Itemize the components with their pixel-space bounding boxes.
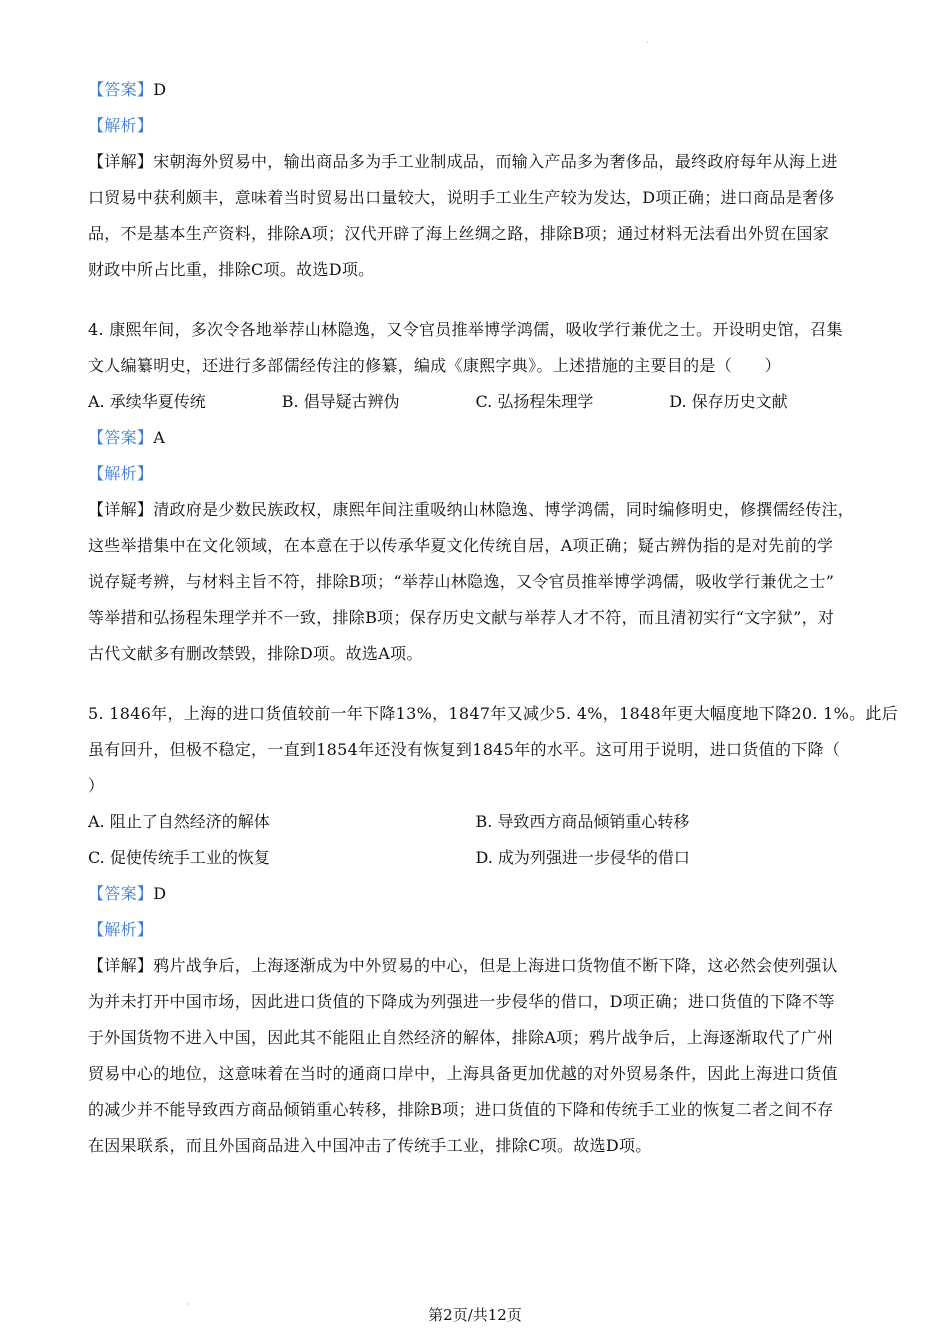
answer-tag: 【答案】	[88, 80, 154, 99]
q5-option-a: A. 阻止了自然经济的解体	[88, 812, 270, 831]
q5-detail-line: 在因果联系，而且外国商品进入中国冲击了传统手工业，排除C项。故选D项。	[88, 1136, 652, 1155]
answer-value: D	[153, 80, 167, 99]
q5-question-line: ）	[88, 776, 105, 795]
q5-detail-line: 于外国货物不进入中国，因此其不能阻止自然经济的解体，排除A项；鸦片战争后，上海逐渐取代了广州	[88, 1028, 834, 1047]
q3-detail-line	[88, 144, 863, 180]
detail-text: 宋朝海外贸易中，输出商品多为手工业制成品，而输入产品多为奢侈品，最终政府每年从海上进	[153, 152, 838, 171]
q4-option-b: B. 倡导疑古辨伪	[281, 392, 400, 411]
detail-tag: 【详解】	[88, 500, 154, 519]
q5-option-d: D. 成为列强进一步侵华的借口	[475, 848, 690, 867]
q5-option-c: C. 促使传统手工业的恢复	[88, 848, 270, 867]
q3-answer	[88, 72, 863, 108]
q5-options-row	[88, 804, 863, 840]
q4-detail-line: 古代文献多有删改禁毁，排除D项。故选A项。	[88, 644, 423, 663]
q5-question-line: 虽有回升，但极不稳定，一直到1854年还没有恢复到1845年的水平。这可用于说明，进口货值的下降（	[88, 740, 841, 759]
q5-detail-line: 的减少并不能导致西方商品倾销重心转移，排除B项；进口货值的下降和传统手工业的恢复二者之间不存	[88, 1100, 834, 1119]
detail-text: 清政府是少数民族政权，康熙年间注重吸纳山林隐逸、博学鸿儒，同时编修明史，修撰儒经传注，	[153, 500, 855, 519]
page-number: 第2页/共12页	[428, 1306, 522, 1324]
q5-detail-line: 为并未打开中国市场，因此进口货值的下降成为列强进一步侵华的借口，D项正确；进口货值的下降不等	[88, 992, 835, 1011]
q5-detail-line: 贸易中心的地位，这意味着在当时的通商口岸中，上海具备更加优越的对外贸易条件，因此上海进口货值	[88, 1064, 838, 1083]
q4-option-d: D. 保存历史文献	[669, 392, 788, 411]
q5-answer	[88, 876, 863, 912]
q4-detail-line: 这些举措集中在文化领域，在本意在于以传承华夏文化传统自居，A项正确；疑古辨伪指的是对先前的学	[88, 536, 834, 555]
q4-detail-line: 等举措和弘扬程朱理学并不一致，排除B项；保存历史文献与举荐人才不符，而且清初实行“文字狱”，对	[88, 608, 835, 627]
q4-analysis-tag: 【解析】	[88, 464, 154, 483]
q4-option-a: A. 承续华夏传统	[88, 392, 206, 411]
q4-options	[88, 384, 863, 420]
q4-detail-line: 说存疑考辨，与材料主旨不符，排除B项；“举荐山林隐逸，又令官员推举博学鸿儒，吸收学行兼优之士”	[88, 572, 835, 591]
document-page	[88, 72, 899, 1164]
detail-text: 鸦片战争后，上海逐渐成为中外贸易的中心，但是上海进口货物值不断下降，这必然会使列强认	[153, 956, 838, 975]
q5-options-row	[88, 840, 863, 876]
answer-tag: 【答案】	[88, 428, 154, 447]
q5-analysis-tag: 【解析】	[88, 920, 154, 939]
q4-detail-line	[88, 492, 863, 528]
answer-value: A	[153, 428, 166, 447]
q4-answer	[88, 420, 863, 456]
scan-dot: ·	[186, 1300, 189, 1309]
q3-detail-line: 财政中所占比重，排除C项。故选D项。	[88, 260, 375, 279]
q3-analysis-tag: 【解析】	[88, 116, 154, 135]
scan-dot: ·	[646, 38, 649, 47]
answer-value: D	[153, 884, 167, 903]
q5-question-line: 5. 1846年，上海的进口货值较前一年下降13%，1847年又减少5. 4%，1848年更大幅度地下降20. 1%。此后	[88, 704, 899, 723]
detail-tag: 【详解】	[88, 956, 154, 975]
q4-option-c: C. 弘扬程朱理学	[475, 392, 594, 411]
q4-question-line: 4. 康熙年间，多次令各地举荐山林隐逸，又令官员推举博学鸿儒，吸收学行兼优之士。开设明史馆，召集	[88, 320, 843, 339]
q5-detail-line	[88, 948, 863, 984]
q4-question-line: 文人编纂明史，还进行多部儒经传注的修纂，编成《康熙字典》。上述措施的主要目的是（ ）	[88, 356, 781, 375]
answer-tag: 【答案】	[88, 884, 154, 903]
q3-detail-line: 口贸易中获利颇丰，意味着当时贸易出口量较大，说明手工业生产较为发达，D项正确；进口商品是奢侈	[88, 188, 835, 207]
q3-detail-line: 品，不是基本生产资料，排除A项；汉代开辟了海上丝绸之路，排除B项；通过材料无法看出外贸在国家	[88, 224, 830, 243]
detail-tag: 【详解】	[88, 152, 154, 171]
q5-option-b: B. 导致西方商品倾销重心转移	[475, 812, 690, 831]
